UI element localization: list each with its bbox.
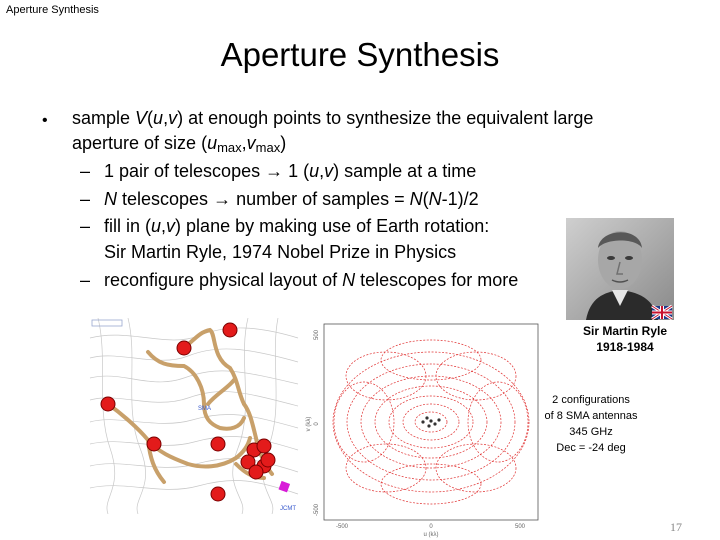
- photo-caption-years: 1918-1984: [596, 340, 654, 354]
- config-caption-line: 345 GHz: [569, 426, 613, 438]
- config-caption-line: Dec = -24 deg: [556, 442, 626, 454]
- uv-xlabel: u (kλ): [423, 532, 439, 538]
- photo-caption-name: Sir Martin Ryle: [582, 324, 668, 338]
- subbullet-2: N telescopes → number of samples = N(N-1)/2: [104, 189, 479, 209]
- uv-ytick-top: 500: [314, 330, 320, 341]
- bullet-dot: •: [42, 112, 48, 129]
- subbullet-dash: –: [80, 189, 91, 209]
- subbullet-3-line-2: Sir Martin Ryle, 1974 Nobel Prize in Physics: [104, 242, 457, 262]
- antenna-layout-map: [88, 318, 300, 514]
- bullet-line-1: sample V(u,v) at enough points to synthesize the equivalent large: [72, 108, 594, 128]
- bullet-line-2: aperture of size $(u_{max},v_{max})$: [72, 133, 287, 155]
- slide-number: 17: [670, 520, 682, 534]
- uv-ytick-mid: 0: [314, 422, 320, 426]
- subbullet-dash: –: [80, 270, 91, 290]
- subbullet-3: fill in (u,v) plane by making use of Earth rotation:: [104, 216, 490, 236]
- subbullet-4: reconfigure physical layout of N telescopes for more: [104, 270, 519, 290]
- subbullet-1: 1 pair of telescopes → 1 (u,v) sample at a time: [104, 161, 477, 181]
- subbullet-dash: –: [80, 161, 91, 181]
- uv-xtick-right: 500: [514, 524, 526, 530]
- uv-ylabel: v (kλ): [306, 416, 312, 432]
- slide-header: Aperture Synthesis: [6, 4, 99, 16]
- martin-ryle-photo: [566, 218, 674, 320]
- map-label-jcmt: JCMT: [280, 506, 296, 512]
- config-caption-line: of 8 SMA antennas: [544, 410, 638, 422]
- subbullet-dash: –: [80, 216, 91, 236]
- uv-xtick-left: -500: [335, 524, 349, 530]
- uk-flag-icon: [652, 306, 672, 319]
- photo-caption: [566, 323, 684, 355]
- uv-coverage-plot: [302, 320, 542, 538]
- config-caption-line: 2 configurations: [552, 394, 630, 406]
- map-label-sma: SMA: [198, 406, 212, 412]
- uv-xtick-mid: 0: [429, 524, 433, 530]
- uv-ytick-bottom: -500: [314, 503, 320, 516]
- slide-title: Aperture Synthesis: [220, 36, 500, 73]
- config-caption: [534, 392, 648, 456]
